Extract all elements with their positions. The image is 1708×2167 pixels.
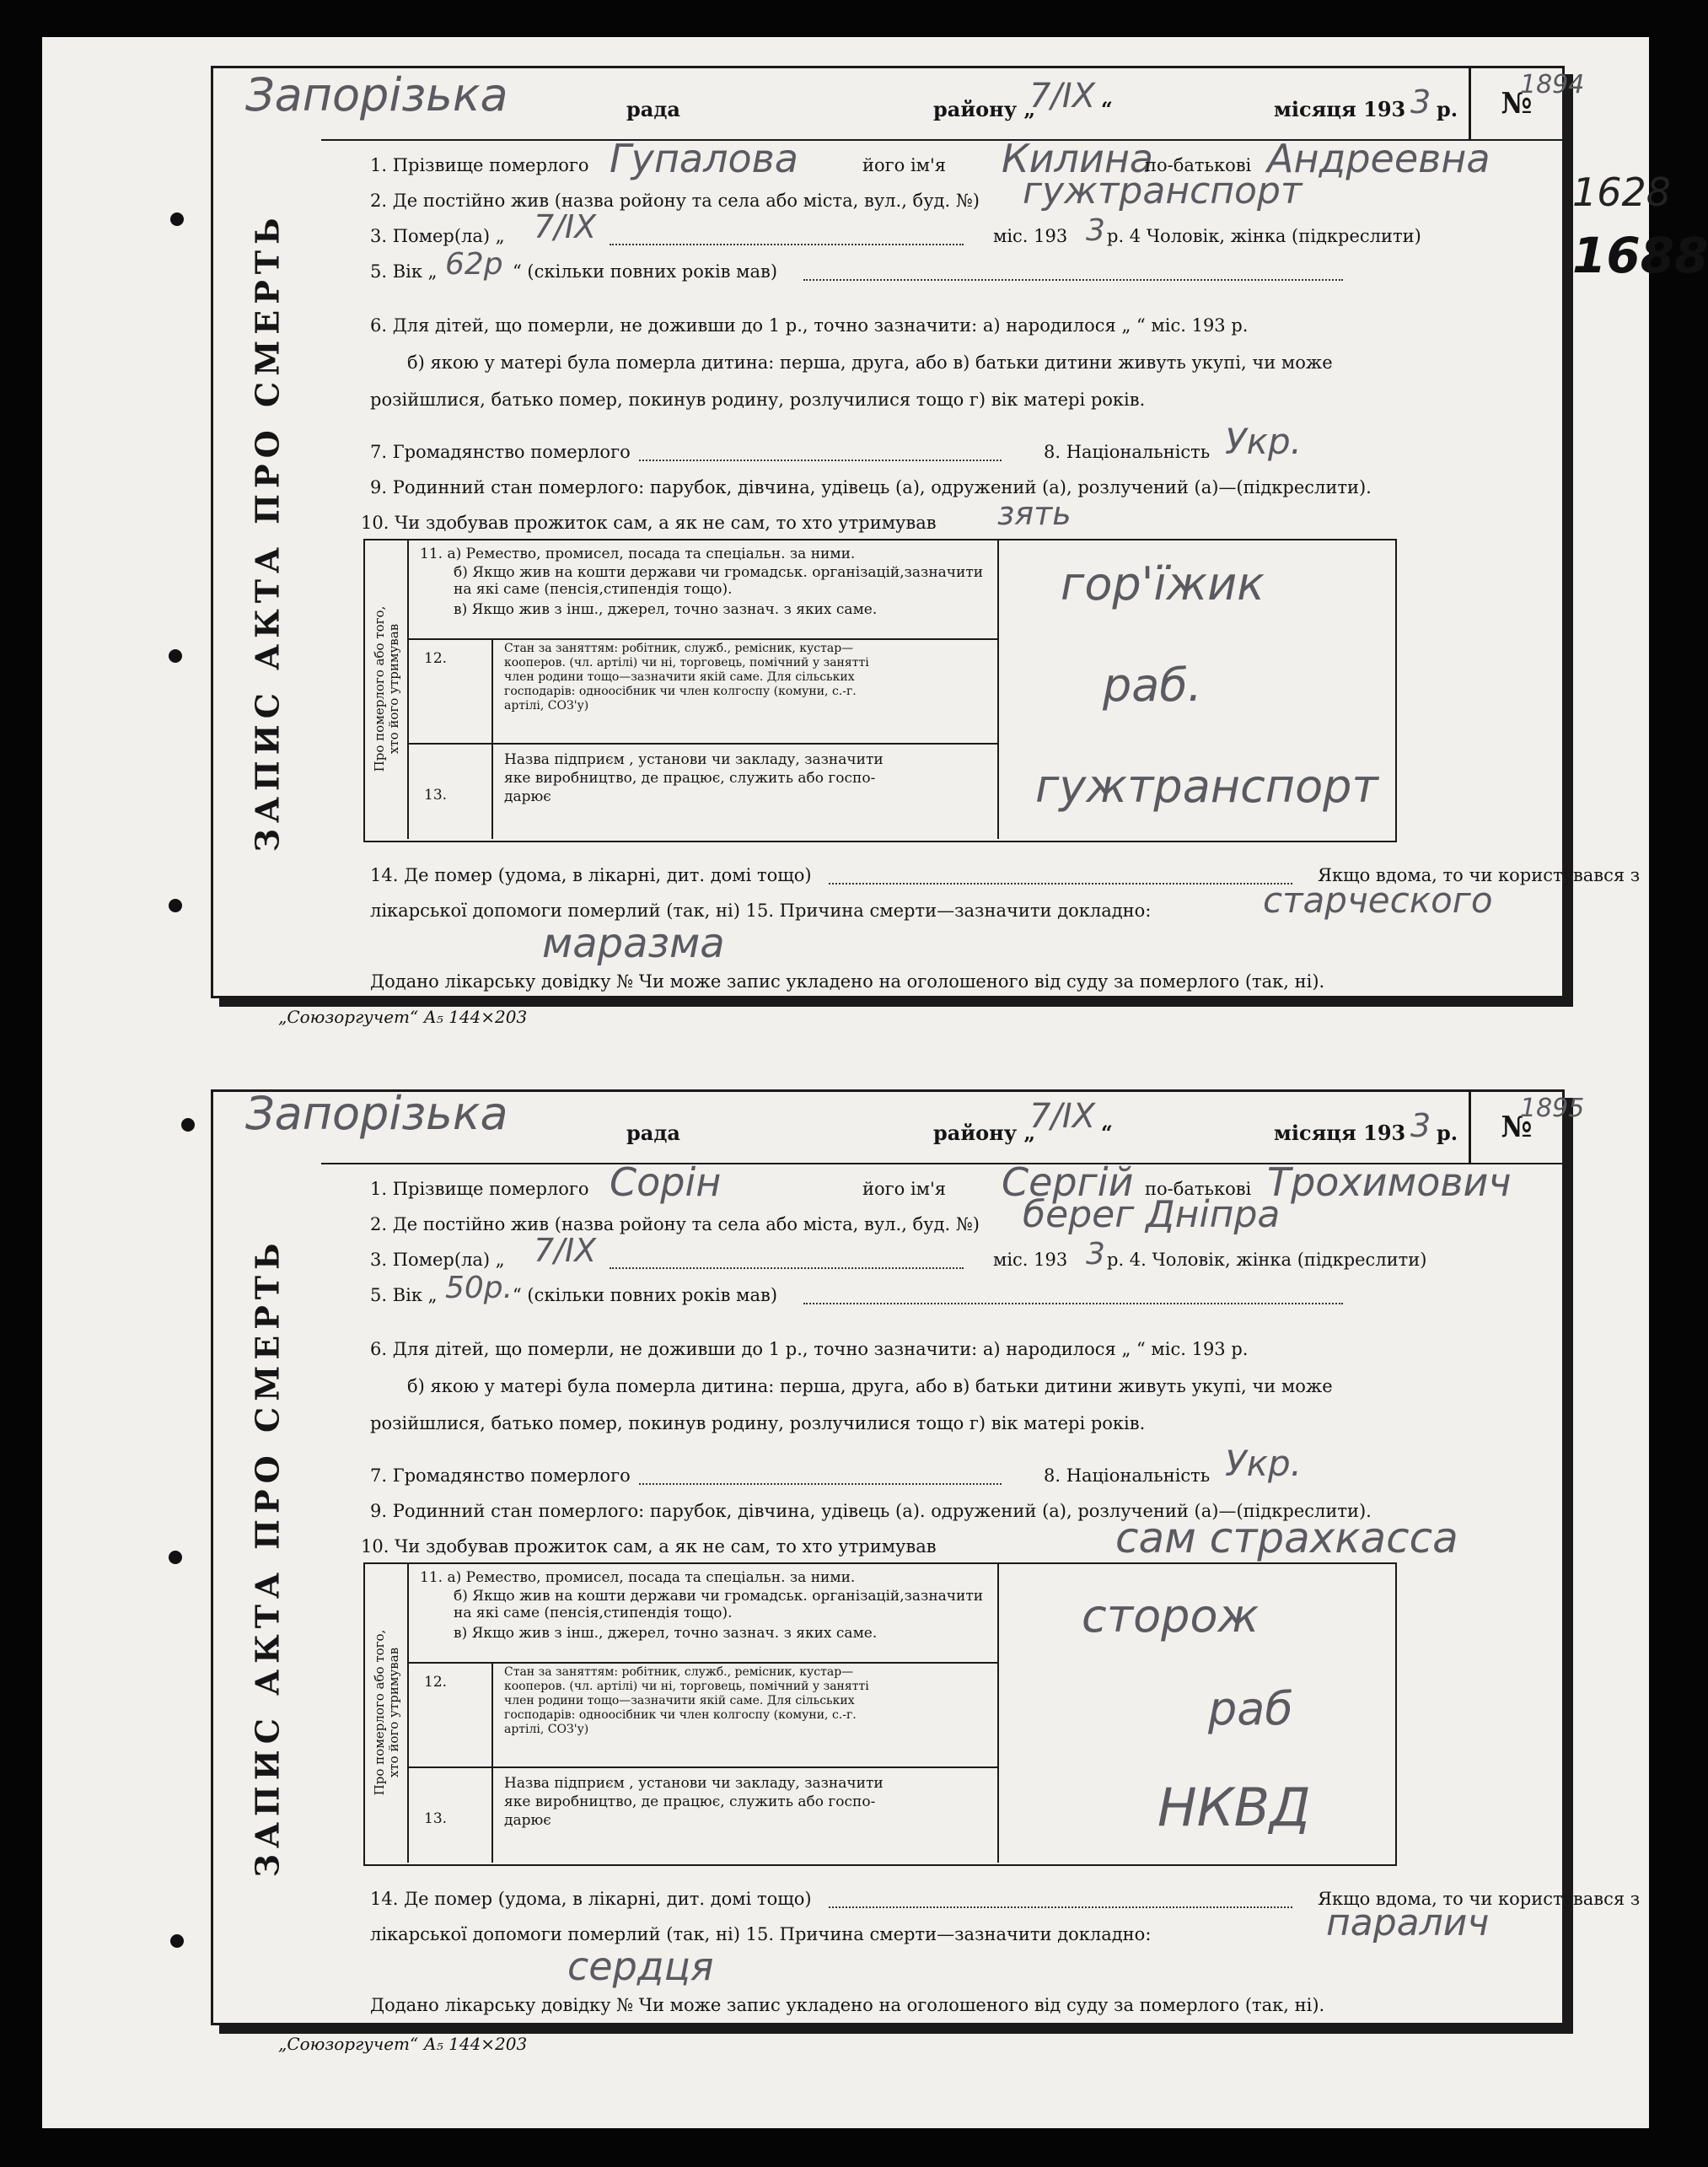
- document-page: [42, 37, 1708, 2128]
- occupation-vertical-label: Про померлого або того, хто його утримував: [372, 605, 401, 772]
- hw-margin-number: 1628: [1572, 169, 1672, 215]
- hw-rayon: 7/IX: [1029, 1097, 1096, 1136]
- hw-nationality: Укр.: [1225, 1443, 1302, 1484]
- hw-age: 62р: [445, 247, 503, 282]
- death-record-form-1: ЗАПИС АКТА ПРО СМЕРТЬ Запорізька рада району „ 7/IX “ місяця 193 3 р. № 1894 1. Прізвище померлого Гупалова його ім'я Килина по-батькові Андреевна 2. Де постійно жив (назва ройону та села або міста, вул., буд. №) гужтранспорт 3. Помер(ла) „ 7/IX міс. 193 3 р. 4 Чоловік, жінка (підкреслити) 5. Вік „ 62р “ (скільки повних років мав) 6. Для дітей, що померли, не доживши до 1 р., точно зазначити: а) народилося „ “ міс. 193 р. б) якою у матері була померла дитина: перша, друга, або в) батьки дитини живуть укупі, чи може розійшлися, батько помер, покинув родину, розлучилися тощо г) вік матері років. 7. Громадянство померлого 8. Національність Укр. 9. Родинний стан померлого: парубок, дівчина, удівець (а), одружений (а), розлучений (а)—(підкреслити). 10. Чи здобував прожиток сам, а як не сам, то хто утримував зять Про померлого або того, хто його утримував 11. а) Ремество, промисел, посада та спеціальн. за ними. б) Якщо жив на кошти держави чи громадськ. організацій,зазначити на які саме (пенсія,стипендія тощо). в) Якщо жив з інш., джерел, точно зазнач. з яких саме. гор'їжик 12. Стан за заняттям: робітник, служб., ремісник, кустар— кооперов. (чл. артілі) чи ні, торговець, помічний у занятті член родини тощо—зазначити якій саме. Для сільських господарів: одноосібник чи член колгоспу (комуни, с.-г. артілі, СОЗ'у) раб. 13. Назва підприєм , установи чи закладу, зазначити яке виробництво, де працює, служить або госпо- дарює гужтранспорт 14. Де помер (удома, в лікарні, дит. домі тощо) Якщо вдома, то чи користувався з лікарської допомоги померлий (так, ні) 15. Причина смерти—зазначити докладно: старческого маразма Додано лікарську довідку № Чи може запис укладено на оголошеного від суду за померлого (так, ні). 1628 1688: [211, 66, 1565, 998]
- hw-year: 3: [1410, 1107, 1431, 1144]
- hw-employment-status: раб: [1208, 1682, 1293, 1735]
- form-spine: ЗАПИС АКТА ПРО СМЕРТЬ: [248, 212, 287, 852]
- rada-label: рада: [626, 97, 680, 121]
- hw-surname: Гупалова: [610, 136, 798, 181]
- hw-employment-status: раб.: [1103, 659, 1202, 712]
- form-header: Запорізька рада району „ 7/IX “ місяця 193 3 р. № 1894: [321, 68, 1562, 141]
- hw-margin-number-2: 1688: [1572, 227, 1708, 284]
- hw-death-date: 7/IX: [534, 1232, 597, 1269]
- form-header: Запорізька рада району „ 7/IX “ місяця 193 3 р. № 1895: [321, 1092, 1562, 1164]
- hw-cause-of-death-2: сердця: [567, 1944, 714, 1989]
- hw-nationality: Укр.: [1225, 421, 1302, 462]
- hw-name: Сергій: [1002, 1159, 1134, 1205]
- death-record-form-2: ЗАПИС АКТА ПРО СМЕРТЬ Запорізька рада району „ 7/IX “ місяця 193 3 р. № 1895 1. Прізвище померлого Сорін його ім'я Сергій по-батькові Трохимович 2. Де постійно жив (назва ройону та села або міста, вул., буд. №) берег Дніпра 3. Помер(ла) „ 7/IX міс. 193 3 р. 4. Чоловік, жінка (підкреслити) 5. Вік „ 50р. “ (скільки повних років мав) 6. Для дітей, що померли, не доживши до 1 р., точно зазначити: а) народилося „ “ міс. 193 р. б) якою у матері була померла дитина: перша, друга, або в) батьки дитини живуть укупі, чи може розійшлися, батько помер, покинув родину, розлучилися тощо г) вік матері років. 7. Громадянство померлого 8. Національність Укр. 9. Родинний стан померлого: парубок, дівчина, удівець (а). одружений (а), розлучений (а)—(підкреслити). 10. Чи здобував прожиток сам, а як не сам, то хто утримував сам страхкасса Про померлого або того, хто його утримував 11. а) Ремество, промисел, посада та спеціальн. за ними. б) Якщо жив на кошти держави чи громадськ. організацій,зазначити на які саме (пенсія,стипендія тощо). в) Якщо жив з інш., джерел, точно зазнач. з яких саме. сторож 12. Стан за заняттям: робітник, служб., ремісник, кустар— кооперов. (чл. артілі) чи ні, торговець, помічний у занятті член родини тощо—зазначити якій саме. Для сільських господарів: одноосібник чи член колгоспу (комуни, с.-г. артілі, СОЗ'у) раб 13. Назва підприєм , установи чи закладу, зазначити яке виробництво, де працює, служить або госпо- дарює НКВД 14. Де помер (удома, в лікарні, дит. домі тощо) Якщо вдома, то чи користувався з лікарської допомоги померлий (так, ні) 15. Причина смерти—зазначити докладно: паралич сердця Додано лікарську довідку № Чи може запис укладено на оголошеного від суду за померлого (так, ні).: [211, 1089, 1565, 2025]
- hw-name: Килина: [1002, 136, 1154, 181]
- hw-supported-by: зять: [997, 495, 1072, 532]
- form-1-footer: „Союзоргучет“ А₅ 144×203: [278, 1007, 528, 1027]
- hw-rada: Запорізька: [245, 1087, 508, 1140]
- hw-record-number: 1894: [1520, 70, 1585, 99]
- rada-label: рада: [626, 1121, 680, 1145]
- record-number-box: № 1895: [1469, 1092, 1562, 1163]
- rayon-label: району „: [933, 1121, 1036, 1145]
- hw-patronymic: Андреевна: [1267, 136, 1490, 181]
- hw-surname: Сорін: [610, 1159, 722, 1205]
- hw-workplace: гужтранспорт: [1035, 760, 1378, 813]
- hw-cause-of-death: старческого: [1263, 879, 1493, 921]
- occupation-vertical-label: Про померлого або того, хто його утримував: [372, 1629, 401, 1796]
- hw-record-number: 1895: [1520, 1094, 1585, 1123]
- form-spine: ЗАПИС АКТА ПРО СМЕРТЬ: [248, 1237, 287, 1878]
- hw-cause-of-death-2: маразма: [542, 920, 725, 967]
- form-2-footer: „Союзоргучет“ А₅ 144×203: [278, 2034, 528, 2054]
- misyatsya-label: місяця 193: [1274, 1121, 1406, 1145]
- hw-cause-of-death: паралич: [1326, 1901, 1490, 1944]
- misyatsya-label: місяця 193: [1274, 97, 1406, 121]
- record-number-box: № 1894: [1469, 68, 1562, 139]
- hw-year: 3: [1410, 83, 1431, 121]
- hw-rada: Запорізька: [245, 68, 508, 121]
- hw-rayon: 7/IX: [1029, 77, 1096, 116]
- hw-age: 50р.: [445, 1271, 513, 1305]
- rayon-label: району „: [933, 97, 1036, 121]
- hw-patronymic: Трохимович: [1267, 1159, 1512, 1205]
- hw-supported-by: сам страхкасса: [1115, 1514, 1458, 1562]
- hw-profession: гор'їжик: [1061, 557, 1265, 610]
- hw-address: гужтранспорт: [1023, 169, 1302, 212]
- hw-address: берег Дніпра: [1023, 1193, 1281, 1236]
- hw-death-year: 3: [1086, 213, 1105, 248]
- hw-profession: сторож: [1082, 1589, 1260, 1643]
- hw-death-date: 7/IX: [534, 208, 597, 245]
- hw-death-year: 3: [1086, 1237, 1105, 1272]
- hw-workplace: НКВД: [1157, 1777, 1311, 1838]
